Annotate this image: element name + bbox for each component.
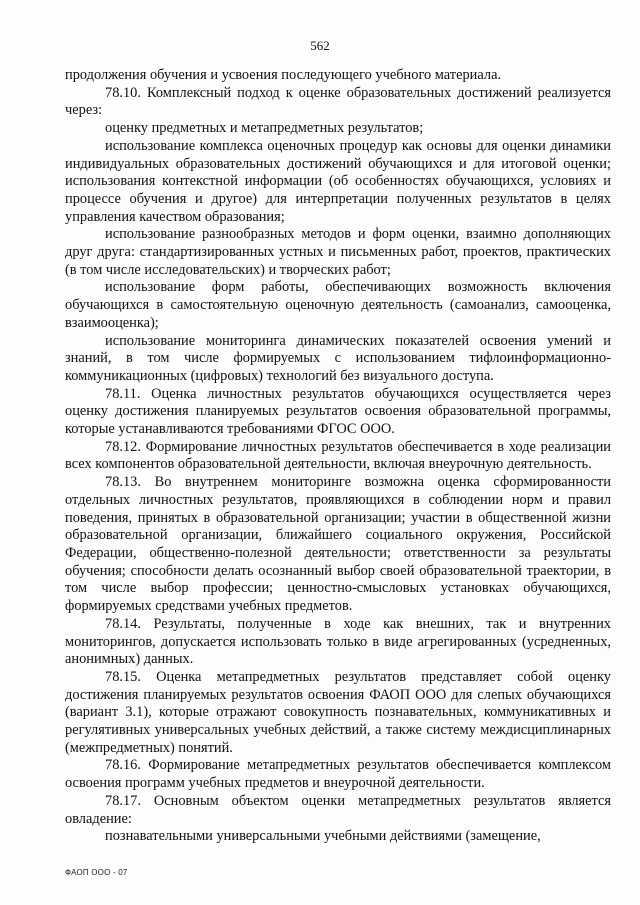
body-text (65, 67, 611, 846)
paragraph: 78.15. Оценка метапредметных результатов представляет собой оценку достижения планируемых результатов освоения ФАОП ООО для слепых обучающихся (вариант 3.1), которые отражают совокупность познавательных, коммуникативных и регулятивных универсальных учебных действий, а также систему междисциплинарных (межпредметных) понятий. (65, 668, 611, 756)
paragraph: 78.10. Комплексный подход к оценке образовательных достижений реализуется через: (65, 84, 611, 119)
document-footer: ФАОП ООО - 07 (65, 868, 128, 877)
paragraph: 78.14. Результаты, полученные в ходе как внешних, так и внутренних мониторингов, допускается использовать только в виде агрегированных (усредненных, анонимных) данных. (65, 615, 611, 668)
paragraph: использование форм работы, обеспечивающих возможность включения обучающихся в самостоятельную оценочную деятельность (самоанализ, самооценка, взаимооценка); (65, 279, 611, 331)
paragraph: 78.11. Оценка личностных результатов обучающихся осуществляется через оценку достижения планируемых результатов освоения образовательной программы, которые устанавливаются требованиями ФГОС ООО. (65, 385, 611, 438)
paragraph: 78.12. Формирование личностных результатов обеспечивается в ходе реализации всех компонентов образовательной деятельности, включая внеурочную деятельность. (65, 438, 611, 473)
paragraph: продолжения обучения и усвоения последующего учебного материала. (65, 67, 502, 83)
page-number: 562 (310, 38, 330, 53)
paragraph: познавательными универсальными учебными действиями (замещение, (105, 828, 541, 845)
paragraph: 78.13. Во внутреннем мониторинге возможна оценка сформированности отдельных личностных результатов, проявляющихся в соблюдении норм и правил поведения, принятых в образовательной организации; участии в общественной жизни образовательной организации, ближайшего социального окружения, Российской Федерации, общественно-полезной деятельности; ответственности за результаты обучения; способности делать осознанный выбор своей образовательной траектории, в том числе выбор профессии; ценностно-смысловых установках обучающихся, формируемых средствами учебных предметов. (65, 474, 611, 615)
paragraph: 78.17. Основным объектом оценки метапредметных результатов является овладение: (65, 792, 611, 827)
paragraph: 78.16. Формирование метапредметных результатов обеспечивается комплексом освоения программ учебных предметов и внеурочной деятельности. (65, 757, 611, 792)
paragraph: использование комплекса оценочных процедур как основы для оценки динамики индивидуальных образовательных достижений обучающихся и для итоговой оценки; использования контекстной информации (об особенностях обучающихся, условиях и процессе обучения и другое) для интерпретации полученных результатов в целях управления качеством образования; (65, 137, 611, 225)
paragraph: использование разнообразных методов и форм оценки, взаимно дополняющих друг друга: стандартизированных устных и письменных работ, проектов, практических (в том числе исследовательских) и творческих работ; (65, 226, 611, 278)
paragraph: оценку предметных и метапредметных результатов; (105, 120, 424, 137)
paragraph: использование мониторинга динамических показателей освоения умений и знаний, в том числе формируемых с использованием тифлоинформационно-коммуникационных (цифровых) технологий без визуального доступа. (65, 332, 611, 384)
